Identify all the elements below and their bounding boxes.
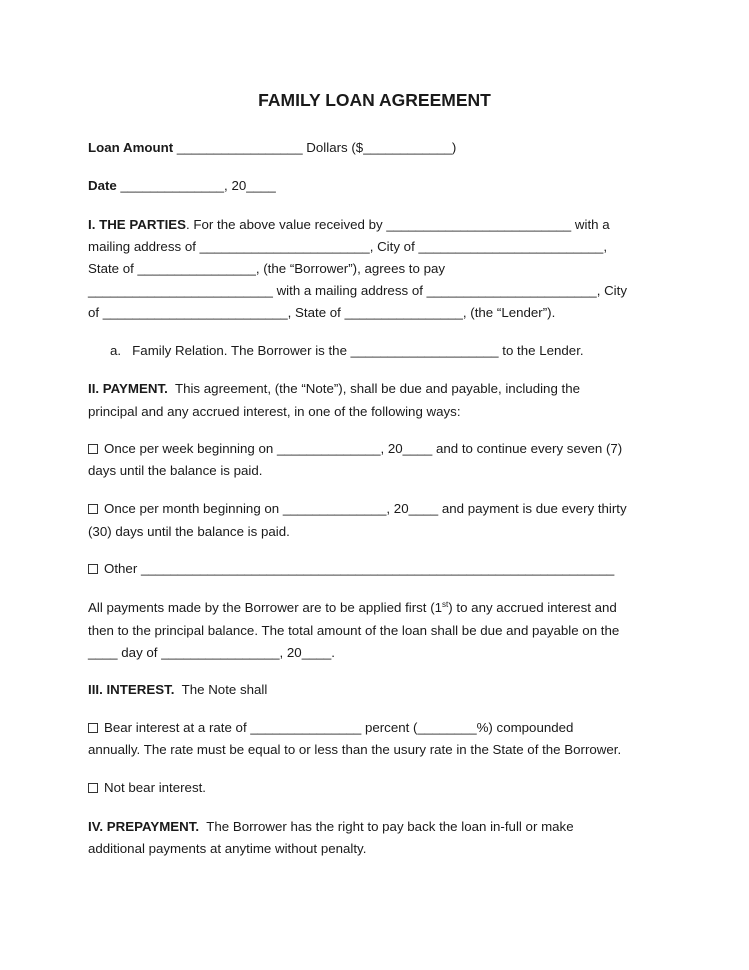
prepayment-heading: IV. PREPAYMENT.: [88, 819, 200, 834]
monthly-checkbox[interactable]: [88, 504, 98, 514]
other-checkbox[interactable]: [88, 564, 98, 574]
loan-amount-blanks: _________________ Dollars ($____________): [173, 140, 457, 155]
applied-line-3: ____ day of ________________, 20____.: [88, 645, 335, 660]
prepayment-line-2: additional payments at anytime without penalty.: [88, 841, 367, 856]
interest-heading: III. INTEREST.: [88, 682, 175, 697]
other-option-text: Other ________________________________________________________________: [104, 561, 615, 576]
parties-text-1: . For the above value received by _________________________ with a: [186, 217, 610, 232]
family-relation-line: a. Family Relation. The Borrower is the ____________________ to the Lender.: [110, 343, 584, 358]
interest-line: [88, 682, 267, 698]
document-title: FAMILY LOAN AGREEMENT: [258, 90, 491, 110]
bear-interest-checkbox[interactable]: [88, 723, 98, 733]
payment-line-1: [88, 381, 580, 397]
not-bear-interest-checkbox[interactable]: [88, 783, 98, 793]
monthly-option-line-1: [88, 501, 627, 517]
weekly-option-text: Once per week beginning on ______________, 20____ and to continue every seven (7): [104, 441, 623, 456]
monthly-option-line-2: (30) days until the balance is paid.: [88, 524, 290, 539]
prepayment-text-1: The Borrower has the right to pay back the loan in-full or make: [199, 819, 574, 834]
payment-line-2: principal and any accrued interest, in one of the following ways:: [88, 404, 461, 419]
bear-interest-line-1: [88, 720, 573, 736]
applied-text-b: ) to any accrued interest and: [448, 600, 617, 615]
weekly-checkbox[interactable]: [88, 444, 98, 454]
date-blanks: ______________, 20____: [116, 178, 276, 193]
loan-amount-line: [88, 140, 456, 156]
parties-line-3: State of ________________, (the “Borrower”), agrees to pay: [88, 261, 446, 276]
date-label: Date: [88, 178, 117, 193]
applied-line-2: then to the principal balance. The total amount of the loan shall be due and payable on the: [88, 623, 620, 638]
monthly-option-text: Once per month beginning on ______________, 20____ and payment is due every thirty: [104, 501, 627, 516]
parties-line-1: [88, 217, 610, 233]
bear-interest-line-2: annually. The rate must be equal to or less than the usury rate in the State of the Borrower.: [88, 742, 622, 757]
date-line: [88, 178, 276, 194]
other-option-line: [88, 561, 614, 577]
not-bear-interest-line: [88, 780, 206, 796]
bear-interest-text: Bear interest at a rate of _______________ percent (________%) compounded: [104, 720, 574, 735]
parties-line-2: mailing address of _______________________, City of _________________________,: [88, 239, 608, 254]
applied-line-1: [88, 600, 617, 616]
payment-text-1: This agreement, (the “Note”), shall be due and payable, including the: [167, 381, 581, 396]
loan-amount-label: Loan Amount: [88, 140, 174, 155]
weekly-option-line-2: days until the balance is paid.: [88, 463, 263, 478]
parties-heading: I. THE PARTIES: [88, 217, 187, 232]
applied-text-a: All payments made by the Borrower are to be applied first (1: [88, 600, 443, 615]
parties-line-5: of _________________________, State of ________________, (the “Lender”).: [88, 305, 556, 320]
interest-intro: The Note shall: [174, 682, 268, 697]
payment-heading: II. PAYMENT.: [88, 381, 168, 396]
parties-line-4: _________________________ with a mailing address of _______________________, City: [88, 283, 627, 298]
not-bear-interest-text: Not bear interest.: [104, 780, 206, 795]
weekly-option-line-1: [88, 441, 622, 457]
first-superscript: st: [442, 600, 449, 609]
prepayment-line-1: [88, 819, 574, 835]
